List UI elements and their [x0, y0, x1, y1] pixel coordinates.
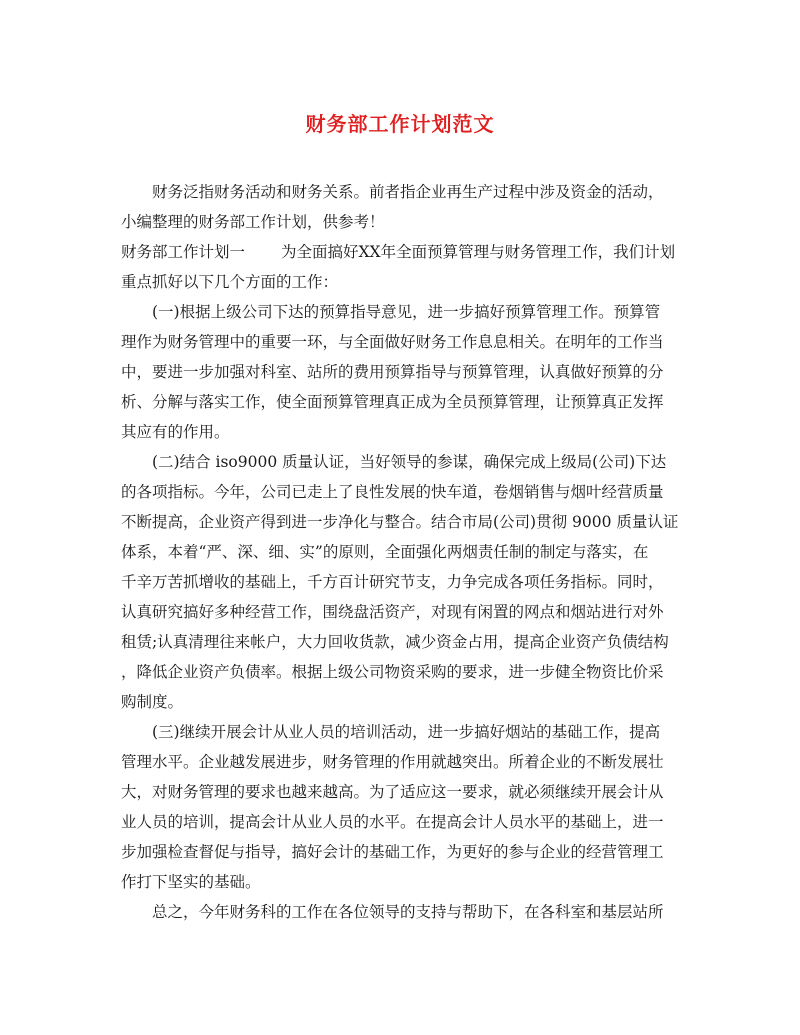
- text-line: 步加强检查督促与指导，搞好会计的基础工作，为更好的参与企业的经营管理工: [121, 843, 664, 861]
- text-line: (一)根据上级公司下达的预算指导意见，进一步搞好预算管理工作。预算管: [152, 303, 661, 321]
- text-line: 不断提高，企业资产得到进一步净化与整合。结合市局(公司)贯彻 9000 质量认证: [121, 513, 679, 531]
- text-line: 千辛万苦抓增收的基础上，千方百计研究节支，力争完成各项任务指标。同时，: [121, 573, 664, 591]
- text-line: 作打下坚实的基础。: [121, 873, 261, 891]
- text-line: 总之，今年财务科的工作在各位领导的支持与帮助下，在各科室和基层站所: [152, 903, 664, 921]
- text-span: 为全面搞好XX年全面预算管理与财务管理工作，我们计划: [281, 243, 676, 261]
- text-line: ，降低企业资产负债率。根据上级公司物资采购的要求，进一步健全物资比价采: [121, 663, 664, 681]
- text-line: 重点抓好以下几个方面的工作：: [121, 273, 339, 291]
- section-heading: 财务部工作计划一: [121, 243, 246, 261]
- text-line: (三)继续开展会计从业人员的培训活动，进一步搞好烟站的基础工作，提高: [152, 723, 661, 741]
- text-line: 业人员的培训，提高会计从业人员的水平。在提高会计人员水平的基础上，进一: [121, 813, 664, 831]
- text-line: 大，对财务管理的要求也越来越高。为了适应这一要求，就必须继续开展会计从: [121, 783, 664, 801]
- text-line: 体系，本着“严、深、细、实”的原则，全面强化两烟责任制的制定与落实，在: [121, 543, 649, 561]
- text-line: 认真研究搞好多种经营工作，围绕盘活资产，对现有闲置的网点和烟站进行对外: [121, 603, 664, 621]
- text-line: 的各项指标。今年，公司已走上了良性发展的快车道，卷烟销售与烟叶经营质量: [121, 483, 664, 501]
- text-line: [121, 237, 681, 267]
- text-line: 管理水平。企业越发展进步，财务管理的作用就越突出。所着企业的不断发展壮: [121, 753, 664, 771]
- text-line: 理作为财务管理中的重要一环，与全面做好财务工作息息相关。在明年的工作当: [121, 333, 664, 351]
- text-line: 小编整理的财务部工作计划，供参考！: [121, 213, 385, 231]
- text-line: 财务泛指财务活动和财务关系。前者指企业再生产过程中涉及资金的活动，: [152, 183, 664, 201]
- text-line: 租赁;认真清理往来帐户，大力回收货款，减少资金占用，提高企业资产负债结构: [121, 633, 669, 651]
- text-line: (二)结合 iso9000 质量认证，当好领导的参谋，确保完成上级局(公司)下达: [152, 453, 667, 471]
- text-line: 其应有的作用。: [121, 423, 230, 441]
- text-line: 中，要进一步加强对科室、站所的费用预算指导与预算管理，认真做好预算的分: [121, 363, 664, 381]
- text-line: 购制度。: [121, 693, 184, 711]
- document-body: [121, 177, 681, 927]
- text-line: 析、分解与落实工作，使全面预算管理真正成为全员预算管理，让预算真正发挥: [121, 393, 664, 411]
- document-title: 财务部工作计划范文: [305, 112, 495, 136]
